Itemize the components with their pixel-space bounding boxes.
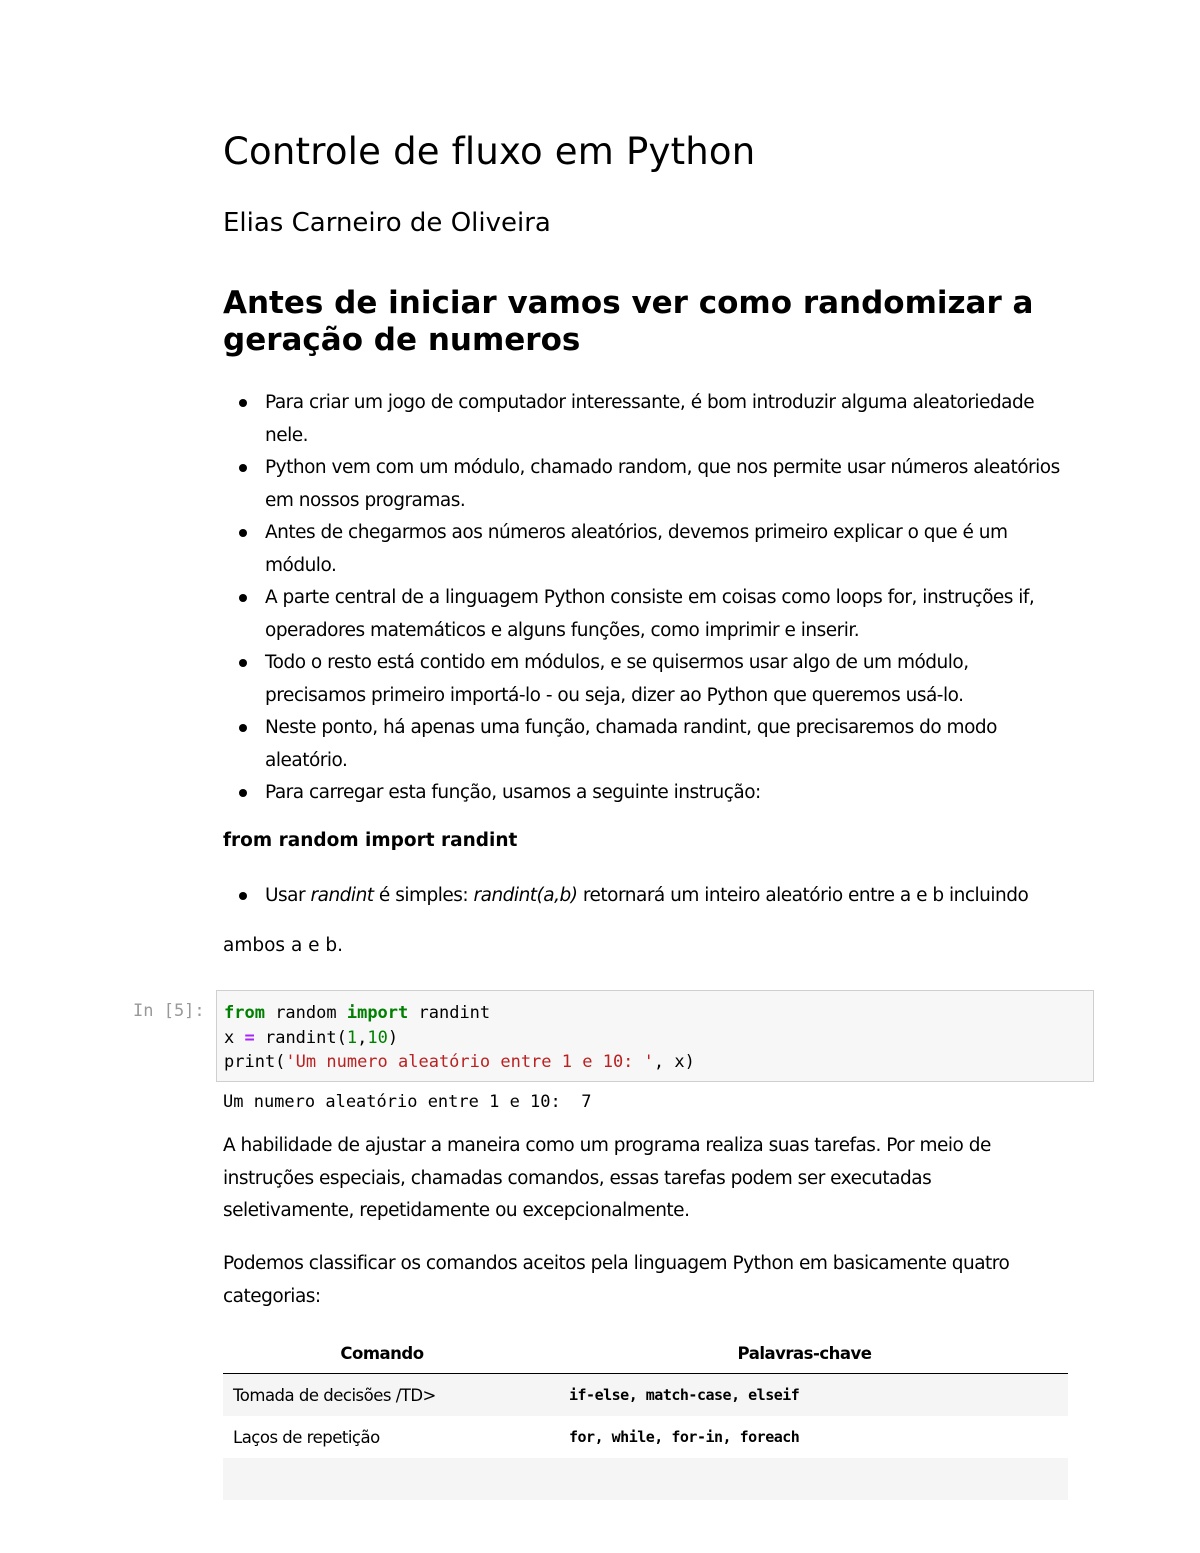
code-number: 10 [367,1027,388,1048]
bullet-list [223,387,1063,810]
bullet-icon [239,724,247,732]
list-item [223,452,1063,517]
code-call: randint( [254,1027,347,1048]
code-var: x [224,1027,245,1048]
bullet-icon [239,594,247,602]
list-item-text: A parte central de a linguagem Python consiste em coisas como loops for, instruções if, operadores matemáticos e alguns funções, como imprimir e inserir. [265,587,1035,641]
code-string: 'Um numero aleatório entre 1 e 10: ' [285,1052,654,1072]
code-cell-input[interactable] [216,990,1094,1082]
paragraph: A habilidade de ajustar a maneira como um programa realiza suas tarefas. Por meio de instruções especiais, chamadas comandos, essas tarefas podem ser executadas seletivamente, repetidamente ou excepcionalmente. [223,1135,991,1221]
bullet-icon [239,399,247,407]
list-item-text: Todo o resto está contido em módulos, e se quisermos usar algo de um módulo, precisamos primeiro importá-lo - ou seja, dizer ao Python que queremos usá-lo. [265,652,969,706]
code-tail: , x) [653,1052,695,1072]
list-item [223,712,1063,777]
table-cell-keywords [541,1458,1068,1500]
list-item [223,517,1063,582]
table-cell-keywords: for, while, for-in, foreach [569,1428,800,1446]
list-item-text: Neste ponto, há apenas uma função, chamada randint, que precisaremos do modo aleatório. [265,717,997,771]
table-header-row [223,1333,1068,1374]
randint-middle: é simples: [373,885,474,906]
document-title: Controle de fluxo em Python [223,130,756,173]
list-item [223,387,1063,452]
code-print: print( [224,1052,286,1072]
code-module: random [264,1003,347,1023]
commands-table [223,1333,1068,1500]
list-item-text: Para criar um jogo de computador interessante, é bom introduzir alguma aleatoriedade nele. [265,392,1035,446]
table-row [223,1374,1068,1417]
code-keyword-import: import [346,1003,409,1023]
randint-continuation: ambos a e b. [223,935,344,956]
randint-prefix: Usar [265,885,311,906]
bullet-icon [239,529,247,537]
list-item [223,777,1063,810]
bullet-icon [239,659,247,667]
table-cell-command [223,1458,541,1500]
table-cell-command: Laços de repetição [233,1427,380,1447]
code-editor[interactable] [224,1001,695,1075]
table-row [223,1416,1068,1458]
bullet-icon [239,464,247,472]
cell-output: Um numero aleatório entre 1 e 10: 7 [223,1092,592,1112]
table-header-palavras-chave: Palavras-chave [541,1333,1068,1374]
randint-signature: randint(a,b) [473,885,578,906]
list-item-text: Para carregar esta função, usamos a seguinte instrução: [265,782,761,803]
import-statement: from random import randint [223,830,518,851]
list-item [223,880,1063,912]
list-item-text: Python vem com um módulo, chamado random, que nos permite usar números aleatórios em nossos programas. [265,457,1060,511]
table-cell-keywords: if-else, match-case, elseif [541,1374,1068,1417]
code-close: ) [387,1027,399,1048]
code-name: randint [408,1003,491,1023]
table-row [223,1458,1068,1500]
randint-emphasis: randint [310,885,374,906]
list-item [223,647,1063,712]
list-item-text: Antes de chegarmos aos números aleatórios, devemos primeiro explicar o que é um módulo. [265,522,1008,576]
list-item [223,582,1063,647]
bullet-icon [239,789,247,797]
paragraph: Podemos classificar os comandos aceitos pela linguagem Python em basicamente quatro categorias: [223,1253,1010,1307]
table-header-comando: Comando [223,1333,541,1374]
randint-suffix: retornará um inteiro aleatório entre a e b incluindo [577,885,1029,906]
code-keyword-from: from [224,1003,265,1023]
code-operator: = [244,1027,255,1048]
code-number: 1 [346,1027,358,1048]
table-cell-command: Tomada de decisões /TD> [223,1374,541,1417]
randint-bullet-list [223,880,1063,912]
document-author: Elias Carneiro de Oliveira [223,208,551,238]
cell-input-prompt: In [5]: [133,1001,205,1021]
section-heading: Antes de iniciar vamos ver como randomizar a geração de numeros [223,285,1034,358]
code-comma: , [357,1027,368,1048]
bullet-icon [239,892,247,900]
